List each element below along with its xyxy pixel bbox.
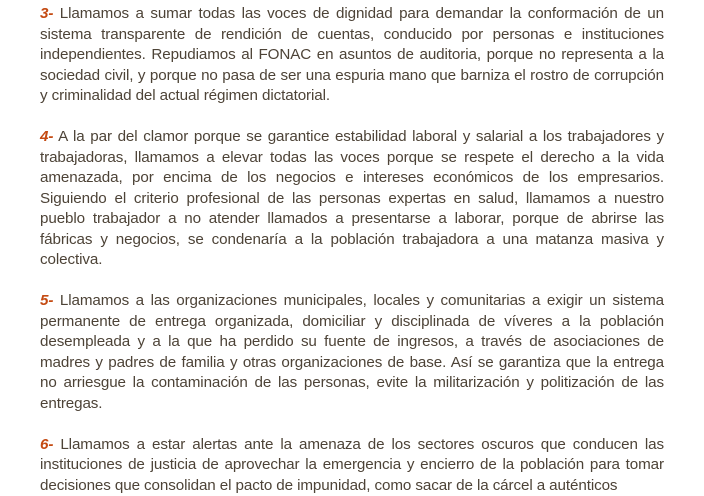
paragraph-number: 6- xyxy=(40,436,53,453)
paragraph-5 xyxy=(40,291,664,414)
document-page xyxy=(0,4,704,449)
paragraph-text: A la par del clamor porque se garantice estabilidad laboral y salarial a los trabajadores y trabajadoras, llamamos a elevar todas las voces porque se respete el derecho a la vida amenazada, por encima de los negocios e intereses económicos de los empresarios. Siguiendo el criterio profesional de las personas expertas en salud, llamamos a nuestro pueblo trabajador a no atender llamados a presentarse a laborar, porque de abrirse las fábricas y negocios, se condenaría a la población trabajadora a una matanza masiva y colectiva. xyxy=(40,128,664,268)
paragraph-4 xyxy=(40,127,664,271)
paragraph-number: 3- xyxy=(40,5,53,22)
paragraph-number: 4- xyxy=(40,128,53,145)
paragraph-text: Llamamos a las organizaciones municipales, locales y comunitarias a exigir un sistema permanente de entrega organizada, domiciliar y disciplinada de víveres a la población desempleada y a la que ha perdido su fuente de ingresos, a través de asociaciones de madres y padres de familia y otras organizaciones de base. Así se garantiza que la entrega no arriesgue la contaminación de las personas, evite la militarización y politización de las entregas. xyxy=(40,292,664,412)
paragraph-text: Llamamos a sumar todas las voces de dignidad para demandar la conformación de un sistema transparente de rendición de cuentas, conducido por personas e instituciones independientes. Repudiamos al FONAC en asuntos de auditoria, porque no representa a la sociedad civil, y porque no pasa de ser una espuria mano que barniza el rostro de corrupción y criminalidad del actual régimen dictatorial. xyxy=(40,5,664,104)
paragraph-6 xyxy=(40,435,664,496)
paragraph-3 xyxy=(40,4,664,107)
paragraph-text: Llamamos a estar alertas ante la amenaza de los sectores oscuros que conducen las instituciones de justicia de aprovechar la emergencia y encierro de la población para tomar decisiones que consolidan el pacto de impunidad, como sacar de la cárcel a auténticos xyxy=(40,436,664,494)
paragraph-number: 5- xyxy=(40,292,53,309)
